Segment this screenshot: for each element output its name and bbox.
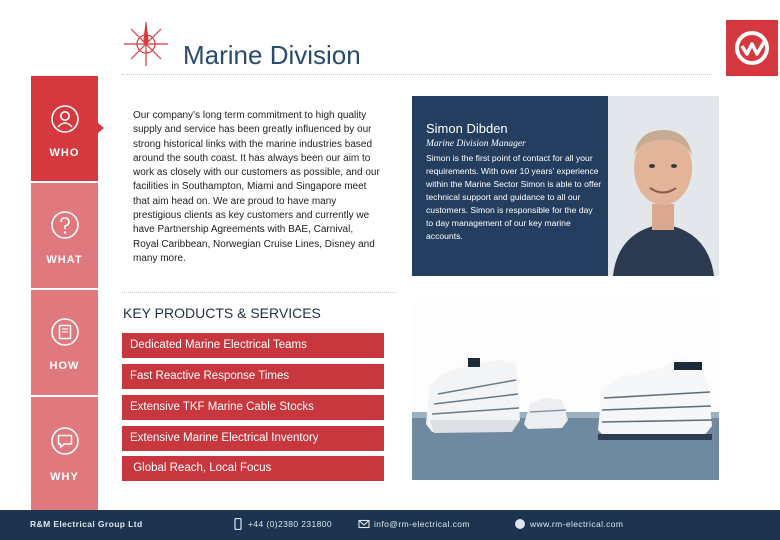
service-item: Dedicated Marine Electrical Teams: [122, 333, 384, 358]
sidebar-item-who[interactable]: [31, 76, 98, 181]
sidebar-item-label: HOW: [49, 360, 80, 372]
profile-bio: Simon is the first point of contact for all your requirements. With over 10 years’ experience within the Marine Sector Simon is able to offer technical support and guidance to all our customers. Simon is responsible for the day to day management of our key marine accounts.: [426, 153, 602, 241]
footer-phone[interactable]: +44 (0)2380 231800: [248, 519, 333, 529]
email-icon: [358, 518, 370, 530]
person-icon: [50, 104, 80, 134]
document-icon: [50, 317, 80, 347]
rm-logo-icon[interactable]: [726, 20, 778, 76]
profile-role: Marine Division Manager: [426, 139, 526, 149]
profile-name: Simon Dibden: [426, 121, 508, 136]
sidebar: [31, 76, 98, 510]
service-item: Extensive Marine Electrical Inventory: [122, 426, 384, 451]
footer-email[interactable]: info@rm-electrical.com: [374, 519, 470, 529]
active-section-pointer: [97, 122, 104, 134]
footer-company: R&M Electrical Group Ltd: [30, 519, 143, 529]
question-icon: [50, 210, 80, 240]
page-title: Marine Division: [183, 40, 361, 70]
section-divider: [122, 292, 397, 293]
sidebar-item-how[interactable]: [31, 290, 98, 395]
sidebar-item-label: WHY: [50, 471, 79, 483]
sidebar-item-label: WHAT: [46, 254, 83, 266]
service-item: Extensive TKF Marine Cable Stocks: [122, 395, 384, 420]
cruise-ships-image: [412, 302, 719, 480]
profile-photo: [608, 96, 719, 276]
compass-rose-icon: [120, 18, 172, 70]
chat-bubble-icon: [50, 426, 80, 456]
footer-bar: [0, 510, 780, 540]
title-divider: [122, 74, 712, 75]
sidebar-item-what[interactable]: [31, 183, 98, 288]
service-item: Fast Reactive Response Times: [122, 364, 384, 389]
key-products-title: KEY PRODUCTS & SERVICES: [123, 305, 321, 321]
sidebar-item-label: WHO: [49, 147, 80, 159]
intro-paragraph: Our company’s long term commitment to high quality supply and service has been greatly influenced by our strong historical links with the marine industries based around the south coast. It has always been our aim to work as closely with our customers as possible, and our facilities in Southampton, Miami and Singapore meet that aim head on. We are proud to have many prestigious clients as key customers and currently we have Partnership Agreements with BAE, Carnival, Royal Caribbean, Norwegian Cruise Lines, Disney and many more.: [133, 110, 380, 264]
phone-icon: [232, 518, 244, 530]
globe-icon: [514, 518, 526, 530]
service-item: Global Reach, Local Focus: [122, 456, 384, 481]
footer-web[interactable]: www.rm-electrical.com: [530, 519, 624, 529]
sidebar-item-why[interactable]: [31, 397, 98, 510]
